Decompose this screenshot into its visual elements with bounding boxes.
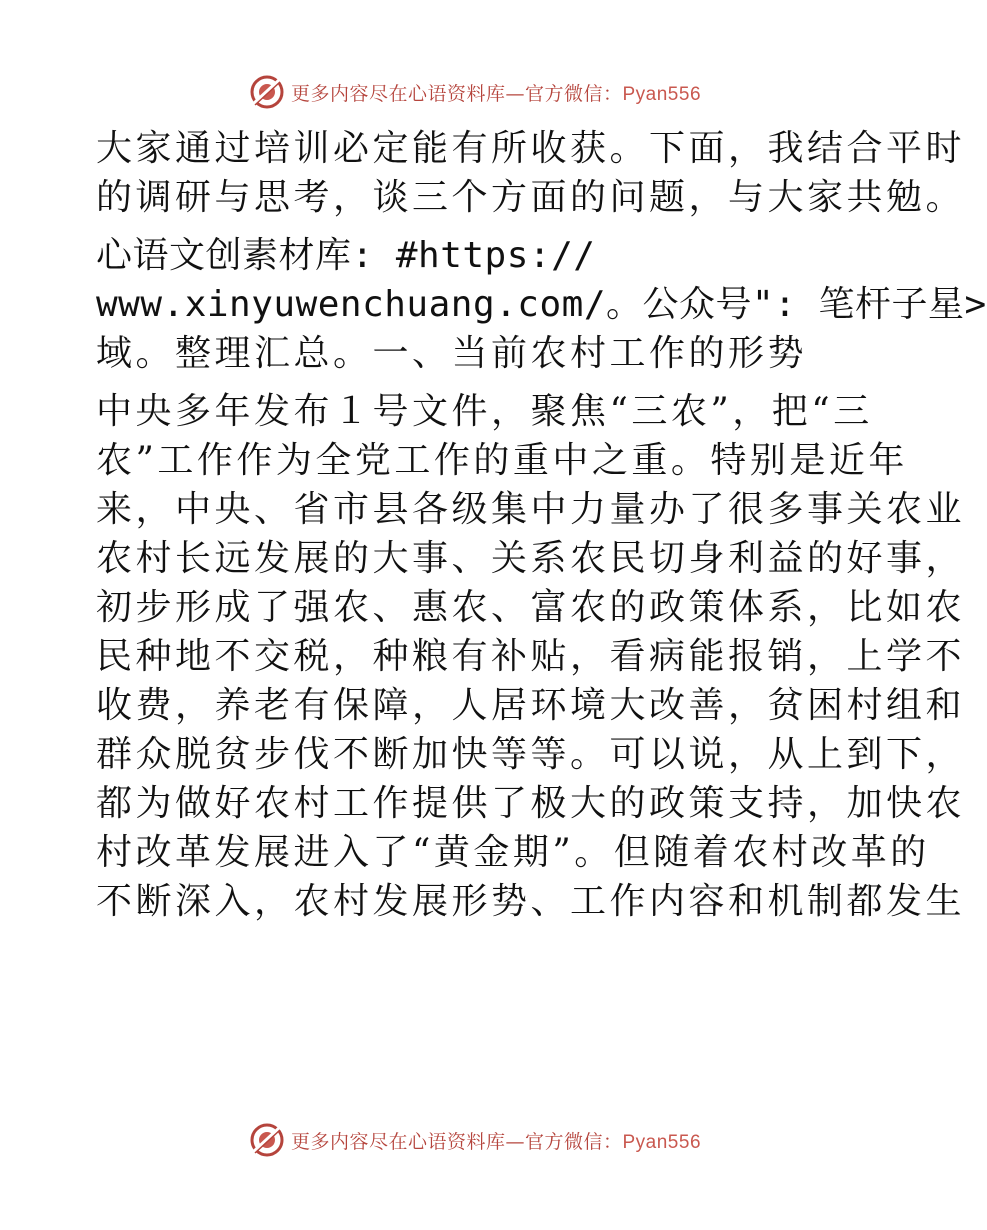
paragraph-1 <box>96 124 966 222</box>
footer-banner-text: 更多内容尽在心语资料库—官方微信：Pyan556 <box>290 1130 702 1153</box>
text-line: 不断深入，农村发展形势、工作内容和机制都发生 <box>96 881 966 922</box>
paragraph-3 <box>96 387 966 926</box>
text-line: 村改革发展进入了“黄金期”。但随着农村改革的 <box>96 832 930 873</box>
text-line: 都为做好农村工作提供了极大的政策支持，加快农 <box>96 783 966 824</box>
header-banner-text: 更多内容尽在心语资料库—官方微信：Pyan556 <box>290 82 702 105</box>
footer-wechat-id: Pyan556 <box>622 1131 702 1153</box>
document-body <box>96 124 987 926</box>
text-line: 农”工作作为全党工作的重中之重。特别是近年 <box>96 440 908 481</box>
text-line: 的调研与思考，谈三个方面的问题，与大家共勉。 <box>96 177 966 218</box>
text-line: 大家通过培训必定能有所收获。下面，我结合平时 <box>96 128 966 169</box>
text-line: 来，中央、省市县各级集中力量办了很多事关农业 <box>96 489 966 530</box>
text-line: 域。整理汇总。一、当前农村工作的形势 <box>96 333 808 374</box>
paragraph-2 <box>96 231 987 378</box>
brand-logo-icon <box>249 74 285 110</box>
text-line: 初步形成了强农、惠农、富农的政策体系，比如农 <box>96 587 966 628</box>
text-line: 群众脱贫步伐不断加快等等。可以说，从上到下， <box>96 734 966 775</box>
text-line: 农村长远发展的大事、关系农民切身利益的好事， <box>96 538 966 579</box>
header-wechat-id: Pyan556 <box>622 83 702 105</box>
text-line: 中央多年发布１号文件，聚焦“三农”，把“三 <box>96 391 873 432</box>
text-line: 民种地不交税，种粮有补贴，看病能报销，上学不 <box>96 636 966 677</box>
text-line: 收费，养老有保障，人居环境大改善，贫困村组和 <box>96 685 966 726</box>
text-line: www.xinyuwenchuang.com/。公众号": 笔杆子星> <box>96 284 987 325</box>
brand-logo-icon <box>249 1122 285 1158</box>
text-line: 心语文创素材库: #https:// <box>96 235 596 276</box>
header-banner <box>0 70 950 114</box>
footer-banner <box>0 1118 950 1162</box>
